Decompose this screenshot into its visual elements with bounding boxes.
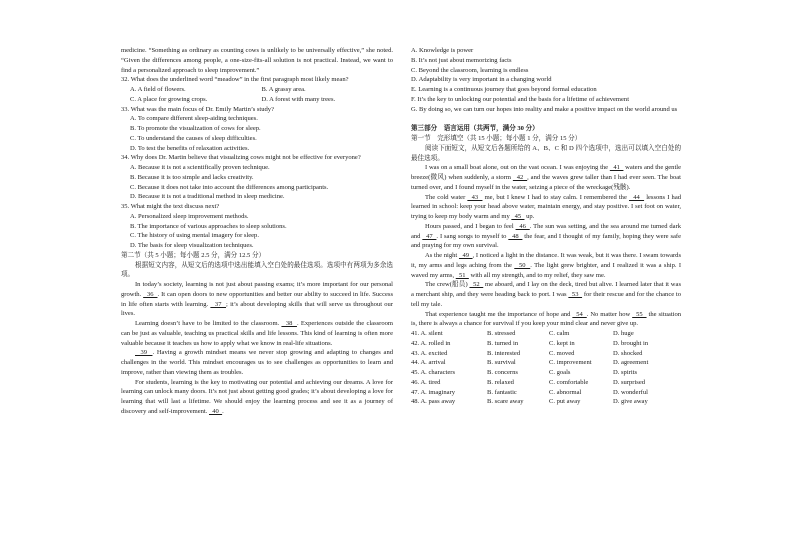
question-stem: 35. What might the text discuss next? — [121, 203, 220, 210]
cloze-paragraph — [411, 280, 681, 309]
intro-line: effective,” she noted. “Given the differences among people, a one-size-fits-all solution is — [121, 47, 393, 64]
spacer — [411, 114, 681, 124]
answer-choices-table — [411, 329, 648, 407]
text-segment: the fear, and I thought of my family, hoping they were safe and praying for my own survival. — [411, 232, 682, 250]
blank-gap: 51 — [455, 271, 469, 279]
choice-cell: 46. A. tired — [411, 378, 441, 386]
choice-cell: 45. A. characters — [411, 369, 455, 376]
option: A. To compare different sleep-aiding techniques. — [130, 115, 258, 123]
choice-row — [411, 358, 648, 368]
text-segment: , I noticed a light in the distance. It was weak, but it was there. I swam towards it, my arms and legs aching from the — [411, 252, 681, 269]
cloze-paragraph — [411, 310, 681, 330]
choice-option: A. Knowledge is power — [411, 47, 474, 54]
option: D. Because it is not a traditional method in sleep medicine. — [130, 193, 285, 201]
question-stem: 33. What was the main focus of Dr. Emily Martin’s study? — [121, 105, 274, 113]
choice-cell: C. improvement — [549, 359, 592, 367]
text-segment: In today’s society, learning is not just about passing exams; it’s more important for our personal growth. — [121, 281, 393, 298]
text-segment: lessons I had learned in school: keep your head above water, maintain energy, and stay positive. I set foot on water, trying to keep my body warm and my — [411, 193, 681, 220]
cloze-paragraph — [411, 222, 681, 251]
text-segment: with all my strength, and to my relief, they saw me. — [468, 271, 606, 279]
question-stem: 32. What does the underlined word “meadow” in the first paragraph most likely mean? — [121, 76, 349, 84]
text-segment: up. — [524, 213, 535, 220]
choice-cell: D. give away — [613, 398, 648, 406]
text-segment: the situation is, there is always a chance for survival if you keep your mind clear and never give up. — [411, 310, 682, 328]
choice-option: F. It’s the key to unlocking our potential and the basis for a lifetime of achievement — [411, 95, 630, 103]
option: B. Because it is too simple and lacks creativity. — [130, 173, 254, 181]
choice-option: B. It’s not just about memorizing facts — [411, 56, 512, 64]
choice-cell: B. survival — [487, 359, 516, 367]
text-segment: . No matter how — [586, 310, 633, 318]
intro-line: not practical. Instead, we want to find a personalized approach to sleep improvement.” — [121, 56, 393, 74]
text-segment: As the night — [425, 252, 459, 259]
choice-cell: B. stressed — [487, 330, 516, 337]
blank-gap: 45 — [511, 213, 525, 220]
blank-gap: 46 — [515, 222, 530, 230]
text-segment: . — [222, 407, 224, 415]
text-segment: me aboard, and I lay on the deck, tired but alive. I learned later that it was a merchant ship, and they were heading back to port. I was — [411, 281, 681, 298]
choice-cell: 42. A. rolled in — [411, 339, 451, 347]
option: A. A field of flowers. — [130, 86, 186, 93]
choice-cell: D. shocked — [613, 349, 643, 357]
blank-gap: 40 — [209, 407, 223, 415]
blank-gap: 41 — [609, 164, 624, 172]
choice-cell: B. turned in — [487, 339, 519, 347]
option: D. A forest with many trees. — [261, 95, 336, 103]
cloze-paragraph — [411, 163, 681, 192]
text-segment: . The light grew brighter, and I realized it was a ship. I waved my arms, — [411, 261, 681, 279]
intro-paragraph — [121, 46, 393, 75]
choice-option: E. Learning is a continuous journey that goes beyond formal education — [411, 86, 597, 93]
blank-gap: 38 — [281, 320, 297, 327]
passage-paragraph — [121, 319, 393, 348]
choice-row — [411, 388, 648, 398]
choice-cell: D. wonderful — [613, 388, 648, 396]
option-row — [121, 85, 393, 95]
right-column — [411, 46, 681, 407]
section-instructions: 根据短文内容，从短文后的选项中选出能填入空白处的最佳选项。选项中有两项为多余选项。 — [121, 261, 393, 279]
part-title: 第三部分 语言运用（共两节，满分 30 分） — [411, 125, 539, 133]
section-title: 第二节（共 5 小题；每小题 2.5 分，满分 12.5 分） — [121, 251, 266, 259]
choice-cell: 41. A. silent — [411, 330, 443, 337]
text-segment: ; it’s about developing skills that will serve us throughout our lives. — [121, 300, 394, 318]
choice-cell: D. huge — [613, 330, 634, 337]
text-segment: . I sang songs to myself to — [436, 232, 509, 240]
option: C. Because it does not take into account the differences among participants. — [130, 183, 329, 191]
option: C. The history of using mental imagery for sleep. — [130, 232, 259, 240]
blank-gap: 50 — [514, 261, 531, 269]
text-segment: That experience taught me the importance of hope and — [425, 310, 573, 318]
question-stem: 34. Why does Dr. Martin believe that visualizing cows might not be effective for everyone? — [121, 154, 361, 162]
choice-row — [411, 329, 648, 339]
choice-row — [411, 378, 648, 388]
choice-cell: B. scare away — [487, 398, 524, 406]
option: A. Because it is not a scientifically proven technique. — [130, 164, 270, 171]
option: D. The basis for sleep visualization techniques. — [130, 242, 254, 249]
choice-cell: B. interested — [487, 349, 521, 357]
text-segment: For students, learning is the key to motivating our potential and achieving our dreams. A love for learning can unlock many doors. It’s not just about getting good grades; it’s about developing a love for learning that will last a lifetime. We should enjoy the learning process and see it as a journey of discovery and self-improvement. — [121, 378, 393, 415]
intro-line: medicine. “Something as ordinary as counting cows is unlikely to be universally — [121, 47, 335, 54]
text-segment: Hours passed, and I began to feel — [425, 222, 516, 230]
blank-gap: 55 — [632, 310, 647, 318]
choice-cell: D. surprised — [613, 378, 646, 386]
blank-gap: 39 — [135, 349, 153, 357]
choice-cell: 48. A. pass away — [411, 398, 456, 406]
passage-paragraph — [121, 280, 393, 319]
choice-cell: C. calm — [549, 330, 570, 337]
section-instructions: 阅读下面短文，从短文后各题所给的 A、B、C 和 D 四个选项中，选出可以填入空白处的最佳选项。 — [411, 144, 681, 162]
blank-gap: 44 — [629, 193, 645, 201]
blank-gap: 42 — [512, 174, 528, 181]
choice-cell: C. goals — [549, 369, 571, 376]
section-title: 第一节 完形填空（共 15 小题；每小题 1 分，满分 15 分） — [411, 135, 582, 142]
choice-cell: B. relaxed — [487, 378, 514, 386]
choice-cell: 47. A. imaginary — [411, 388, 456, 396]
blank-gap: 54 — [572, 310, 587, 318]
text-segment: . It can open doors to new opportunities and better our ability to succeed in life. Success in life often starts with learning. — [121, 290, 393, 308]
choice-cell: C. comfortable — [549, 378, 589, 386]
choice-option: G. By doing so, we can turn our hopes into reality and make a positive impact on the world around us — [411, 105, 678, 113]
text-segment: me, but I knew I had to stay calm. I remembered the — [482, 193, 629, 201]
text-segment: . The sun was setting, and the sea around me turned dark and — [411, 222, 682, 240]
choice-cell: C. moved — [549, 349, 575, 357]
option: B. The importance of various approaches to sleep solutions. — [130, 222, 287, 230]
choice-cell: 44. A. arrival — [411, 359, 446, 367]
choice-cell: C. abnormal — [549, 388, 582, 396]
blank-gap: 47 — [422, 232, 437, 240]
text-segment: Learning doesn’t have to be limited to the classroom. — [135, 320, 282, 327]
choice-cell: D. agreement — [613, 359, 649, 367]
passage-paragraph — [121, 378, 393, 417]
text-segment: waters and the gentle breeze(微风) when suddenly, a storm — [411, 164, 681, 181]
blank-gap: 53 — [568, 291, 583, 298]
blank-gap: 36 — [143, 290, 158, 298]
choice-cell: C. put away — [549, 398, 581, 406]
choice-cell: 43. A. excited — [411, 349, 448, 357]
choice-row — [411, 368, 648, 378]
blank-gap: 37 — [210, 300, 226, 308]
option: B. A grassy area. — [261, 86, 306, 93]
blank-gap: 49 — [458, 252, 473, 259]
text-segment: for their rescue and for the chance to tell my tale. — [411, 291, 681, 308]
option: C. A place for growing crops. — [130, 95, 208, 103]
choice-row — [411, 349, 648, 359]
blank-gap: 43 — [467, 193, 483, 201]
text-segment: I was on a small boat alone, out on the vast ocean. I was enjoying the — [425, 164, 610, 172]
text-segment: . Having a growth mindset means we never stop growing and adapting to changes and challenges in the world. This mindset encourages us to see challenges as opportunities to learn and improve, rather than viewing them as troubles. — [121, 349, 393, 376]
cloze-paragraph — [411, 251, 681, 280]
option: C. To understand the causes of sleep difficulties. — [130, 134, 257, 142]
option-row — [121, 95, 393, 105]
blank-gap: 52 — [469, 281, 484, 289]
choice-cell: D. brought in — [613, 339, 649, 347]
choice-cell: B. fantastic — [487, 388, 517, 396]
text-segment: , and the waves grew taller than I had ever seen. The boat turned over, and I found myself in the water, seizing a piece of the wreckage(残骸). — [411, 174, 681, 191]
option: D. To test the benefits of relaxation activities. — [130, 144, 250, 152]
option: B. To promote the visualization of cows for sleep. — [130, 125, 261, 132]
cloze-paragraph — [411, 193, 681, 222]
left-column — [121, 46, 393, 417]
blank-gap: 48 — [508, 232, 523, 240]
choice-option: C. Beyond the classroom, learning is endless — [411, 66, 529, 74]
text-segment: . Experiences outside the classroom can be just as valuable, teaching us practical skills and life lessons. This kind of learning is often more valuable because it teaches us how to apply what we know in real-life situations. — [121, 320, 394, 347]
choice-cell: B. concerns — [487, 369, 518, 376]
choice-row — [411, 397, 648, 407]
choice-option: D. Adaptability is very important in a changing world — [411, 76, 552, 84]
option: A. Personalized sleep improvement methods. — [130, 212, 249, 220]
choice-row — [411, 339, 648, 349]
passage-paragraph — [121, 348, 393, 377]
text-segment: The cold water — [425, 193, 468, 201]
choice-cell: C. kept in — [549, 339, 575, 347]
text-segment: The crew(船员) — [425, 281, 470, 289]
choice-cell: D. spirits — [613, 369, 638, 376]
